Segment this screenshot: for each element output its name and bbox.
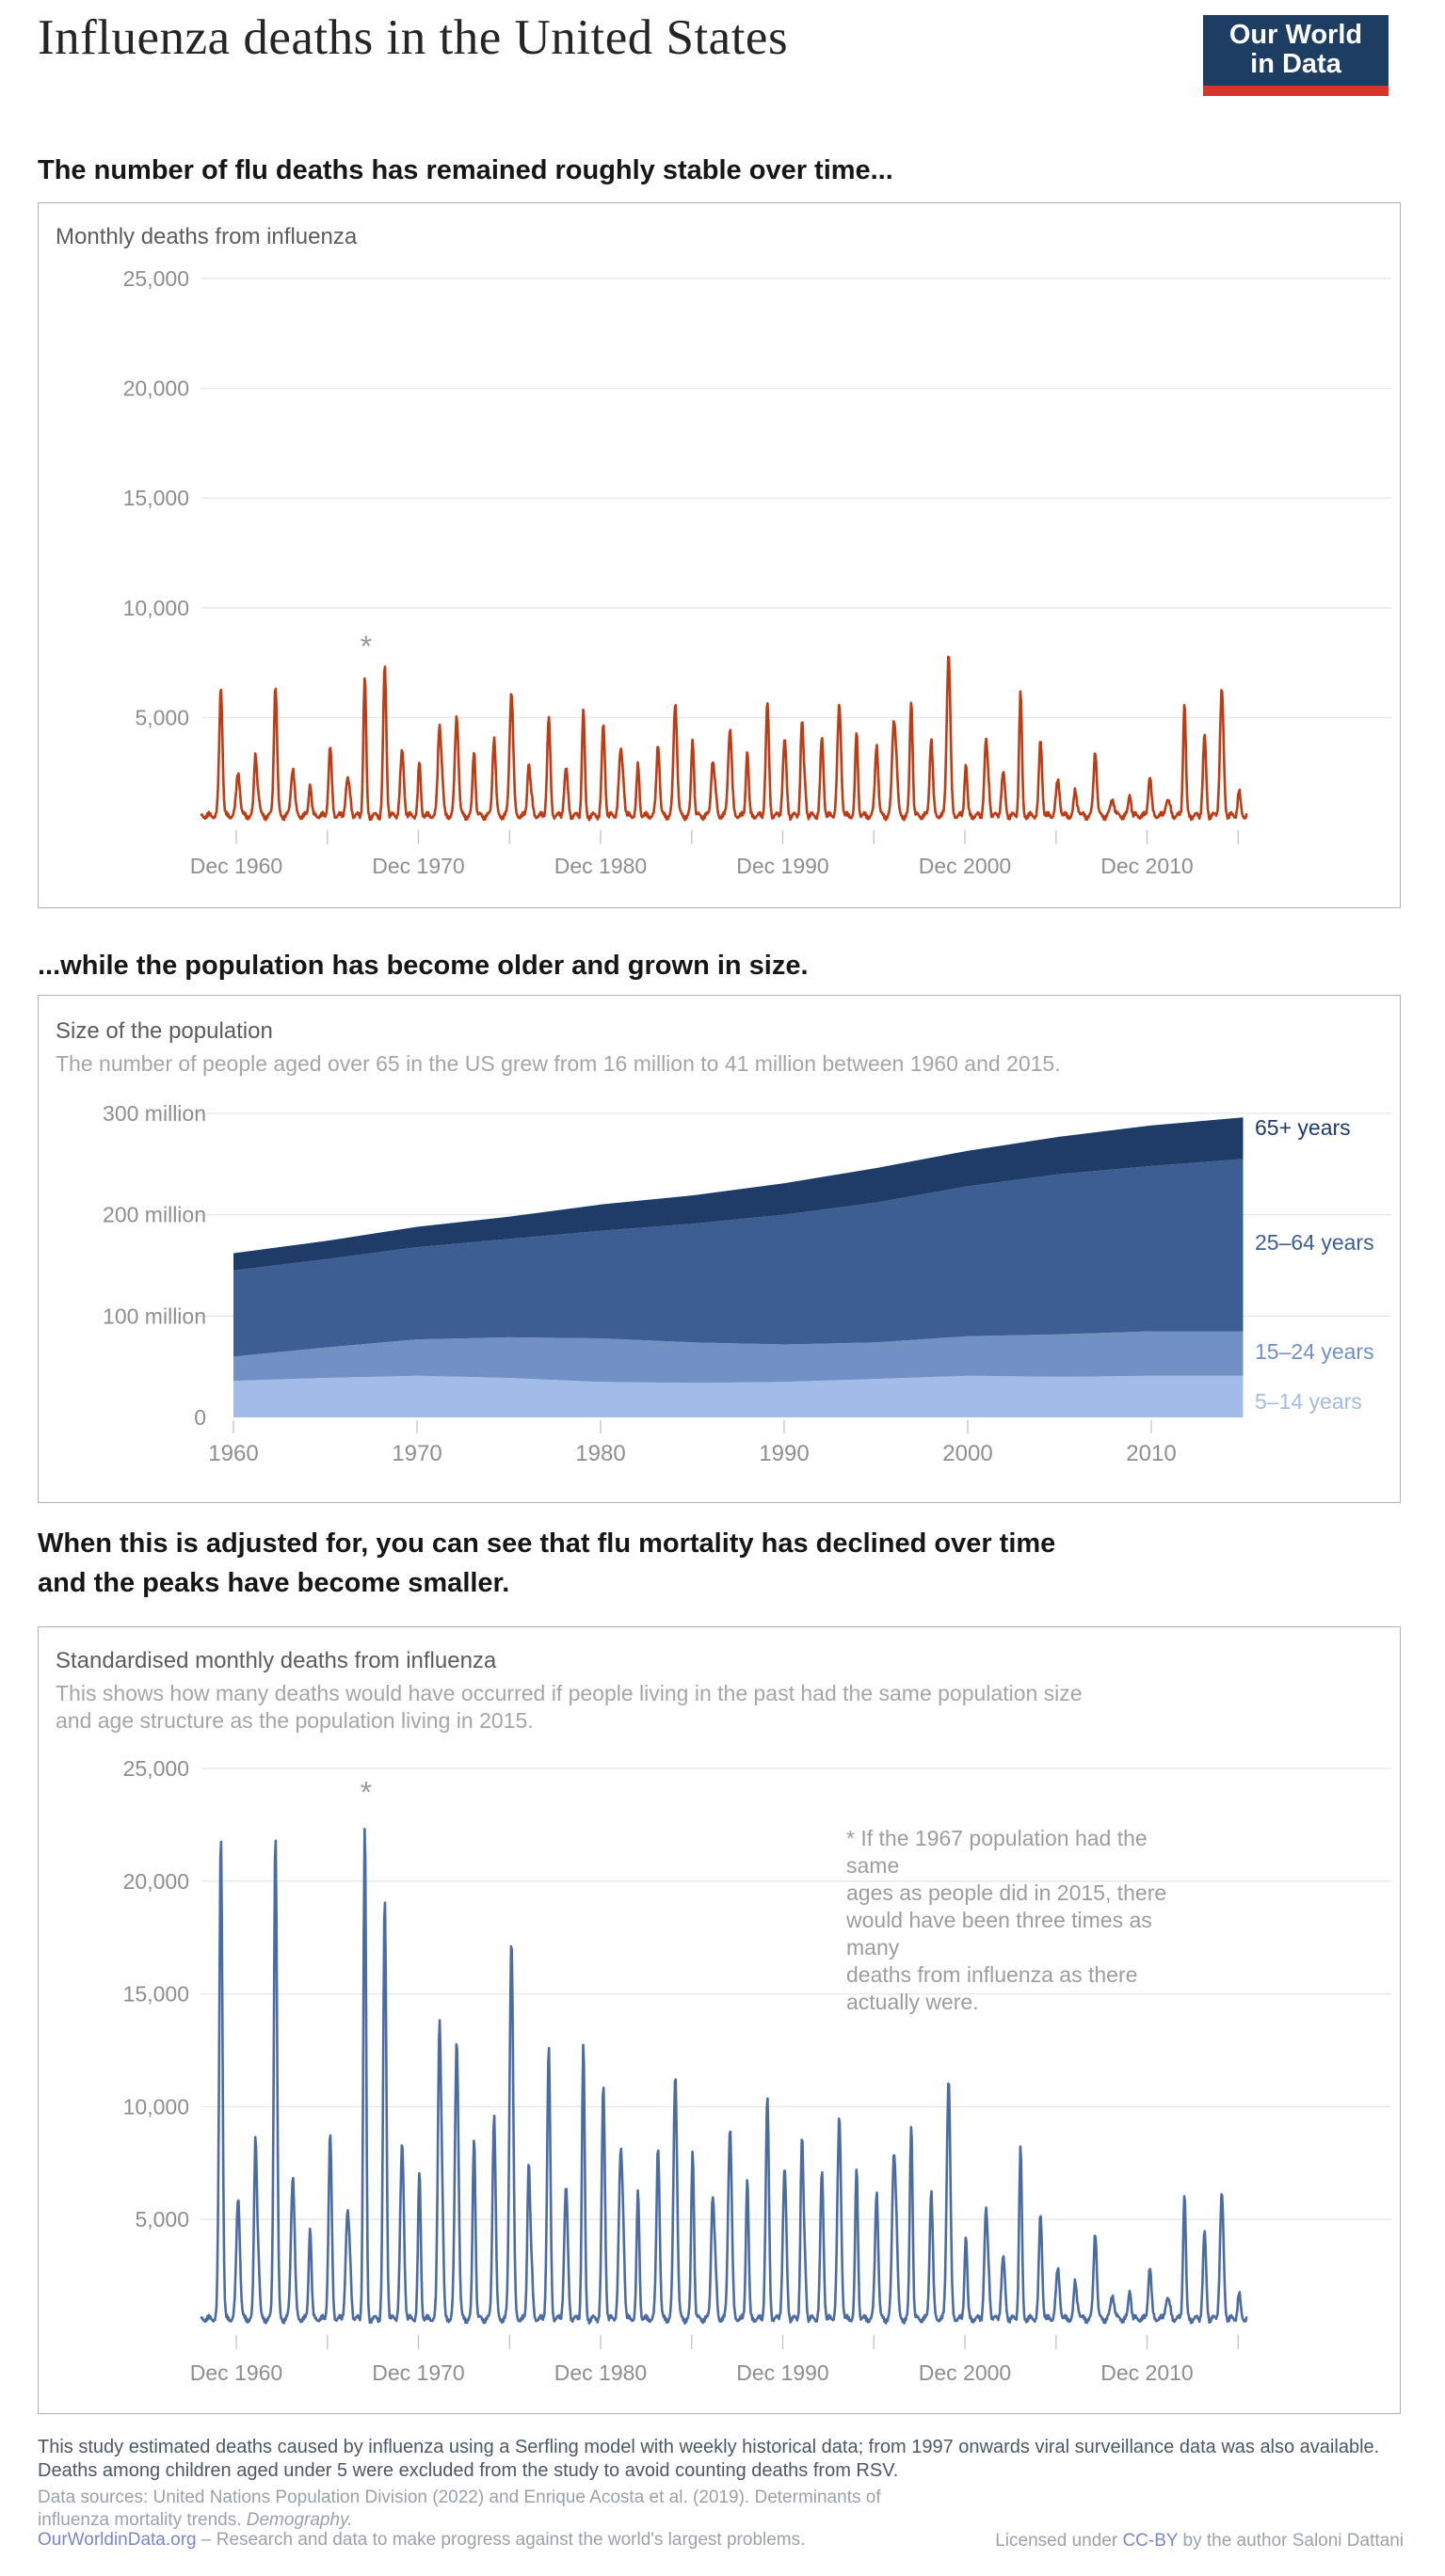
y-axis-tick-label: 5,000 xyxy=(135,2207,189,2232)
chart2-title: Size of the population xyxy=(56,1018,273,1044)
x-axis-tick-label: Dec 1960 xyxy=(189,2360,283,2385)
chart1-title: Monthly deaths from influenza xyxy=(56,224,358,249)
annotation-line: actually were. xyxy=(846,1990,979,2014)
section-heading-2: ...while the population has become older and grown in size. xyxy=(38,951,809,981)
x-axis-tick-label: Dec 2010 xyxy=(1100,2360,1194,2385)
y-axis-tick-label: 5,000 xyxy=(135,705,189,730)
chart3-subtitle-line2: and age structure as the population living in 2015. xyxy=(56,1708,534,1733)
legend-item-65plus: 65+ years xyxy=(1255,1115,1351,1140)
asterisk-marker: * xyxy=(360,1775,373,1810)
y-axis-tick-label: 20,000 xyxy=(122,376,189,401)
x-axis-tick-label: 1970 xyxy=(392,1441,442,1466)
y-axis-tick-label: 10,000 xyxy=(122,2094,189,2120)
chart-panel-standardised-deaths xyxy=(38,1626,1401,2414)
annotation-line: * If the 1967 population had the same xyxy=(846,1826,1148,1878)
y-axis-tick-label: 20,000 xyxy=(122,1868,189,1894)
license-text-post: by the author Saloni Dattani xyxy=(1178,2531,1404,2551)
x-axis-tick-label: 1980 xyxy=(575,1441,626,1466)
chart2-population-svg xyxy=(39,996,1400,1502)
y-axis-tick-label: 300 million xyxy=(103,1100,206,1126)
x-axis-tick-label: Dec 2000 xyxy=(918,2360,1012,2385)
footer-sources-line2 xyxy=(38,2509,352,2532)
chart3-subtitle-line1: This shows how many deaths would have occurred if people living in the past had the same population size xyxy=(56,1681,1083,1705)
chart-panel-population xyxy=(38,995,1401,1503)
x-axis-tick-label: Dec 2000 xyxy=(918,854,1012,878)
footer-note-2: Deaths among children aged under 5 were excluded from the study to avoid counting deaths from RSV. xyxy=(38,2460,899,2481)
owid-logo-line1: Our World xyxy=(1228,20,1363,50)
y-axis-tick-label: 15,000 xyxy=(122,1981,189,2007)
section-heading-3 xyxy=(38,1524,1055,1603)
section-heading-3-line1: When this is adjusted for, you can see that flu mortality has declined over time xyxy=(38,1528,1056,1559)
section-heading-3-line2: and the peaks have become smaller. xyxy=(38,1568,510,1598)
y-axis-tick-label: 10,000 xyxy=(122,595,189,620)
annotation-line: ages as people did in 2015, there xyxy=(846,1880,1167,1905)
y-axis-tick-label: 25,000 xyxy=(122,266,189,291)
chart3-title: Standardised monthly deaths from influenza xyxy=(56,1648,497,1673)
y-axis-tick-label: 15,000 xyxy=(122,486,189,511)
footer-owid-line xyxy=(38,2530,805,2551)
owid-logo-box xyxy=(1203,15,1389,86)
legend-item-25-64: 25–64 years xyxy=(1255,1230,1374,1255)
x-axis-tick-label: 2000 xyxy=(942,1441,993,1466)
chart3-standardised-deaths-svg xyxy=(39,1627,1400,2413)
footer-sources-line1: Data sources: United Nations Population Division (2022) and Enrique Acosta et al. (2019). Determinants of xyxy=(38,2488,881,2507)
x-axis-tick-label: 2010 xyxy=(1126,1441,1177,1466)
cc-by-link[interactable]: CC-BY xyxy=(1122,2531,1179,2551)
footer-sources-journal: Demography. xyxy=(246,2510,353,2530)
y-axis-tick-label: 25,000 xyxy=(122,1756,189,1781)
y-axis-tick-label: 0 xyxy=(194,1405,206,1430)
chart2-subtitle: The number of people aged over 65 in the US grew from 16 million to 41 million between 1960 and 2015. xyxy=(56,1051,1061,1076)
footer-owid-tagline: – Research and data to make progress against the world's largest problems. xyxy=(196,2530,806,2550)
section-heading-1: The number of flu deaths has remained roughly stable over time... xyxy=(38,155,893,185)
legend-item-5-14: 5–14 years xyxy=(1255,1389,1362,1414)
annotation-line: would have been three times as many xyxy=(846,1908,1152,1960)
x-axis-tick-label: 1990 xyxy=(759,1441,810,1466)
data-line xyxy=(201,657,1246,821)
legend-item-15-24: 15–24 years xyxy=(1255,1339,1374,1364)
license-text-pre: Licensed under xyxy=(995,2531,1123,2551)
chart3-annotation xyxy=(846,1825,1195,2016)
page-title: Influenza deaths in the United States xyxy=(38,10,789,65)
chart-panel-monthly-deaths xyxy=(38,202,1401,908)
x-axis-tick-label: Dec 1970 xyxy=(372,2360,465,2385)
x-axis-tick-label: Dec 1970 xyxy=(372,854,465,878)
annotation-line: deaths from influenza as there xyxy=(846,1962,1138,1987)
x-axis-tick-label: Dec 1990 xyxy=(736,854,829,878)
chart1-monthly-deaths-svg xyxy=(39,203,1400,907)
asterisk-marker: * xyxy=(360,630,373,664)
x-axis-tick-label: Dec 1990 xyxy=(736,2360,829,2385)
area-band-25-64-years xyxy=(233,1159,1244,1356)
y-axis-tick-label: 100 million xyxy=(103,1304,206,1329)
owid-logo-red-bar xyxy=(1203,86,1389,96)
footer-license xyxy=(995,2531,1404,2552)
y-axis-tick-label: 200 million xyxy=(103,1202,206,1227)
owid-link[interactable]: OurWorldinData.org xyxy=(38,2530,197,2550)
footer-note-1: This study estimated deaths caused by influenza using a Serfling model with weekly historical data; from 1997 onwards viral surveillance data was also available. xyxy=(38,2437,1380,2457)
x-axis-tick-label: Dec 1980 xyxy=(554,854,648,878)
x-axis-tick-label: Dec 1960 xyxy=(189,854,283,878)
x-axis-tick-label: Dec 1980 xyxy=(554,2360,648,2385)
x-axis-tick-label: 1960 xyxy=(208,1441,259,1466)
owid-logo-line2: in Data xyxy=(1250,49,1341,79)
x-axis-tick-label: Dec 2010 xyxy=(1100,854,1194,878)
owid-logo xyxy=(1203,15,1389,96)
footer-sources-line2-text: influenza mortality trends. xyxy=(38,2510,247,2530)
